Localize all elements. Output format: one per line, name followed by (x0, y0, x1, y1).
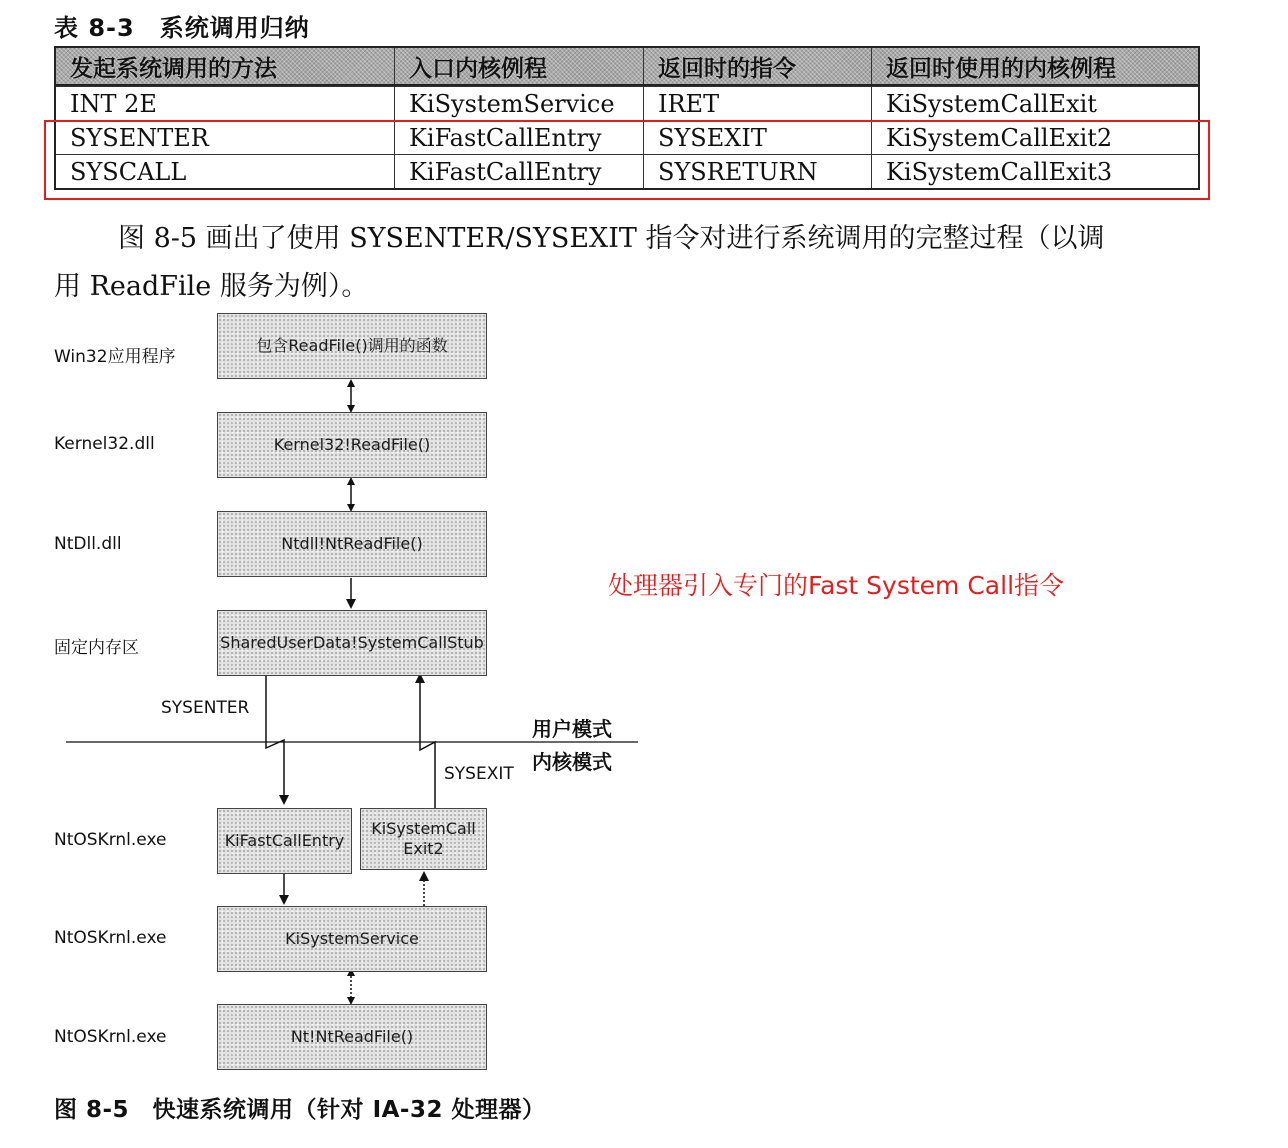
layer-label: NtOSKrnl.exe (54, 830, 167, 850)
table-cell: KiSystemService (394, 87, 643, 120)
layer-label: Kernel32.dll (54, 434, 155, 454)
figure-caption: 图 8-5 快速系统调用（针对 IA-32 处理器） (54, 1097, 546, 1123)
table-header-cell: 返回时的指令 (643, 48, 871, 84)
table-cell: IRET (643, 87, 871, 120)
table-cell: KiSystemCallExit3 (871, 155, 1198, 188)
kifastcallentry-box (217, 808, 352, 874)
kernel32-readfile-box (217, 412, 487, 478)
table-cell: KiFastCallEntry (394, 121, 643, 154)
ntdll-ntreadfile-box (217, 511, 487, 577)
layer-label: Win32应用程序 (54, 347, 176, 367)
kernel-mode-label: 内核模式 (532, 750, 612, 774)
table-cell: SYSRETURN (643, 155, 871, 188)
box-label: 包含ReadFile()调用的函数 (256, 336, 448, 355)
layer-label: NtOSKrnl.exe (54, 928, 167, 948)
box-label: Ntdll!NtReadFile() (281, 534, 423, 553)
table-header-cell: 发起系统调用的方法 (70, 55, 277, 82)
table-cell: SYSCALL (70, 157, 187, 186)
sysenter-label: SYSENTER (161, 698, 250, 718)
layer-label: 固定内存区 (54, 638, 139, 658)
kisystemcallexit2-box (360, 808, 487, 870)
sysexit-label: SYSEXIT (444, 764, 514, 784)
box-label: KiSystemService (285, 929, 419, 948)
kisystemservice-box (217, 906, 487, 972)
sysexit-path (420, 678, 435, 808)
table-header-cell: 入口内核例程 (394, 48, 643, 84)
box-label: KiSystemCall Exit2 (371, 819, 476, 858)
user-mode-label: 用户模式 (532, 717, 612, 741)
table-cell: SYSEXIT (643, 121, 871, 154)
sysenter-path (266, 676, 284, 800)
body-text-line: 图 8-5 画出了使用 SYSENTER/SYSEXIT 指令对进行系统调用的完整过程（以调 (118, 223, 1105, 254)
box-label: KiFastCallEntry (224, 831, 345, 850)
table-cell: KiFastCallEntry (394, 155, 643, 188)
table-cell: KiSystemCallExit (871, 87, 1198, 120)
layer-label: NtDll.dll (54, 534, 122, 554)
body-text-line: 用 ReadFile 服务为例）。 (54, 271, 369, 302)
red-annotation: 处理器引入专门的Fast System Call指令 (608, 571, 1065, 600)
table-cell: KiSystemCallExit2 (871, 121, 1198, 154)
box-label: SharedUserData!SystemCallStub (220, 633, 484, 652)
systemcallstub-box (217, 610, 487, 676)
box-label: Nt!NtReadFile() (290, 1027, 414, 1046)
table-header-cell: 返回时使用的内核例程 (871, 48, 1198, 84)
layer-label: NtOSKrnl.exe (54, 1027, 167, 1047)
readfile-caller-box (217, 313, 487, 379)
table-cell: INT 2E (70, 89, 157, 118)
nt-ntreadfile-box (217, 1004, 487, 1070)
table-title: 表 8-3 系统调用归纳 (54, 14, 310, 42)
box-label: Kernel32!ReadFile() (273, 435, 431, 454)
table-cell: SYSENTER (70, 123, 209, 152)
